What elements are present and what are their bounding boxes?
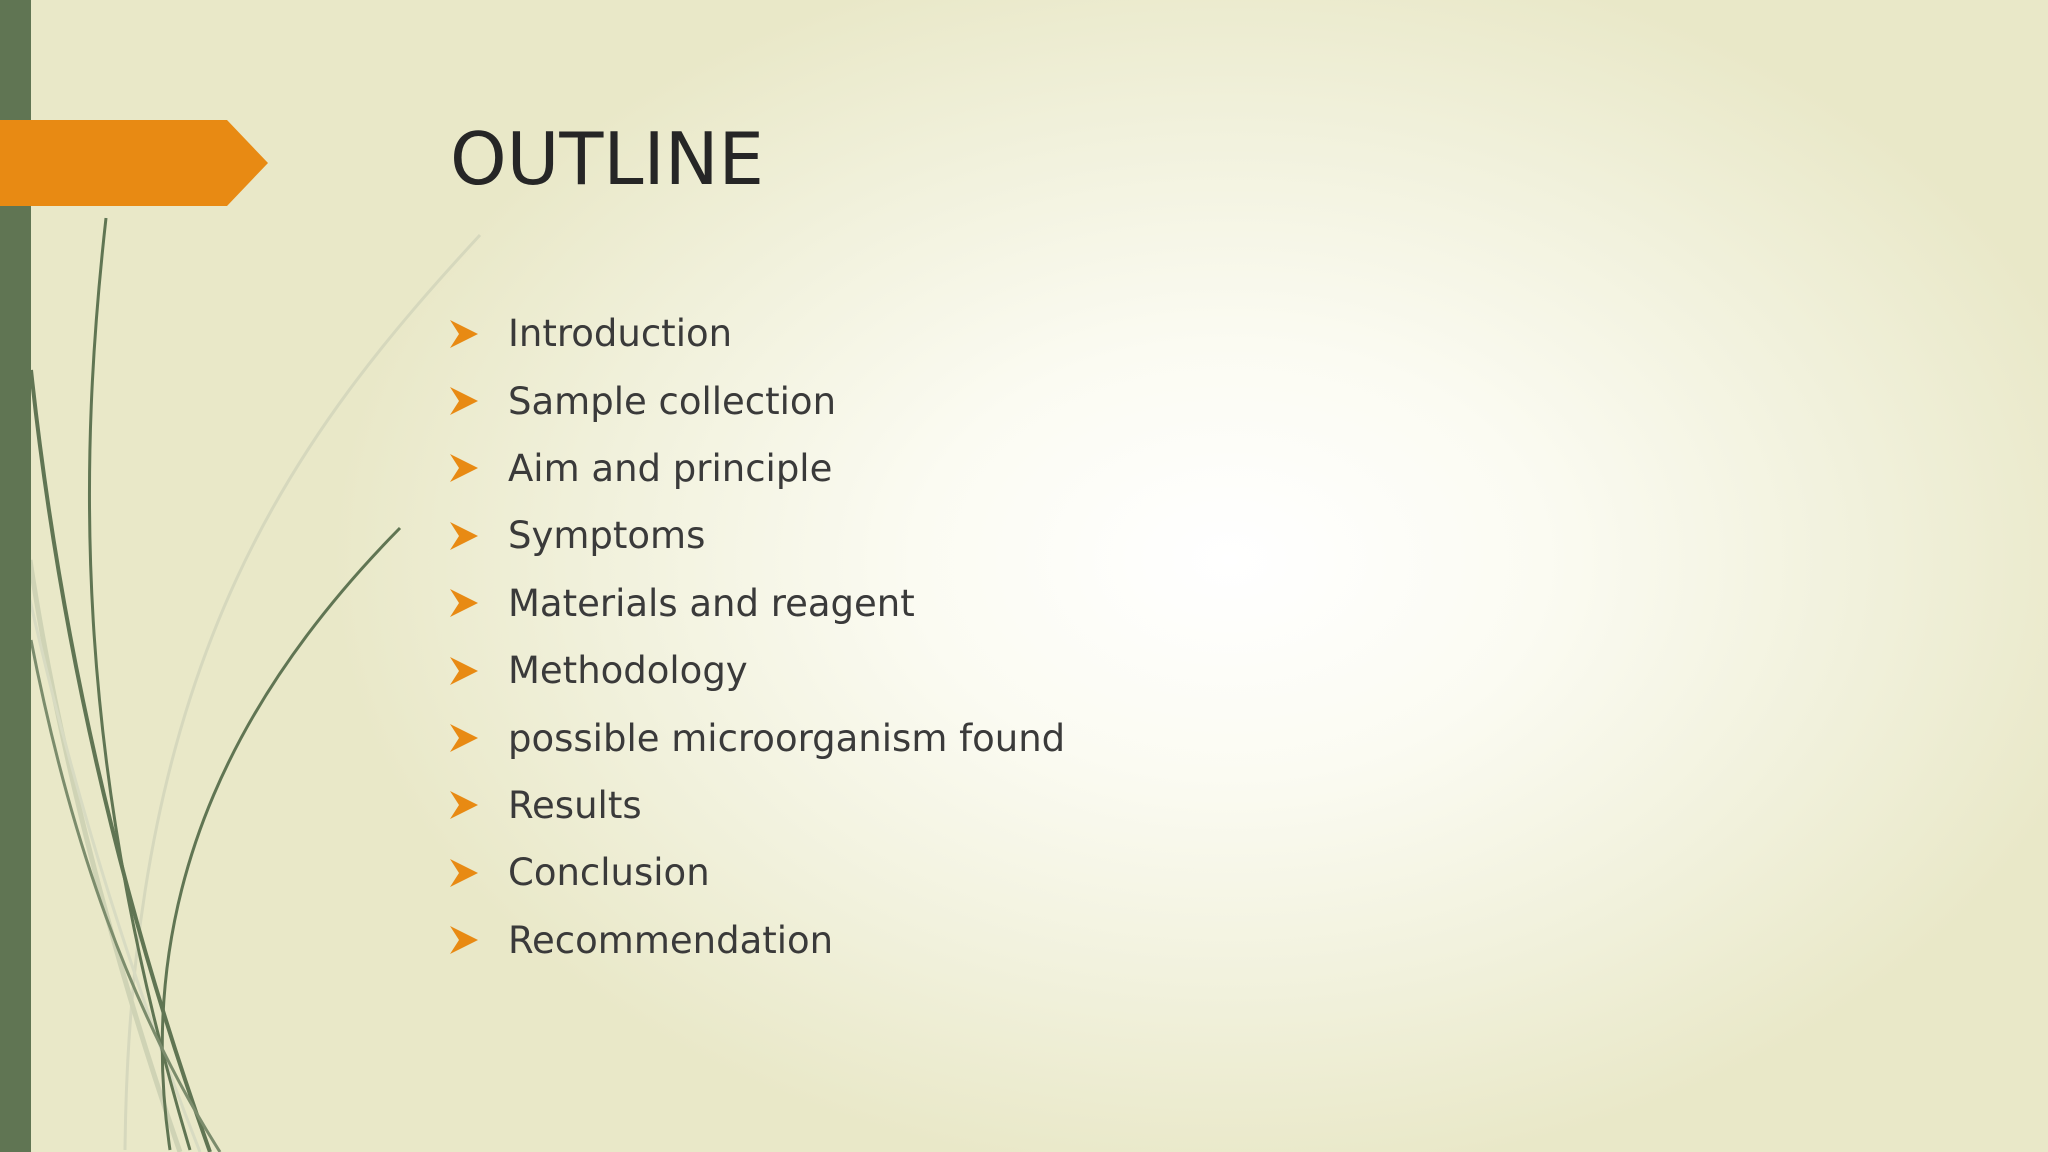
arrowhead-bullet-icon (450, 453, 508, 483)
outline-item-possible-microorganism-found (450, 704, 1065, 771)
arrowhead-bullet-icon (450, 319, 508, 349)
outline-item-label: Results (508, 783, 642, 827)
arrowhead-bullet-icon (450, 588, 508, 618)
orange-arrow-banner (0, 120, 270, 206)
arrowhead-bullet-icon (450, 790, 508, 820)
outline-item-label: Symptoms (508, 514, 706, 558)
outline-item-aim-and-principle (450, 435, 1065, 502)
slide-title: OUTLINE (450, 117, 765, 201)
outline-item-label: Materials and reagent (508, 581, 915, 625)
outline-item-symptoms (450, 502, 1065, 569)
arrowhead-bullet-icon (450, 925, 508, 955)
outline-item-introduction (450, 300, 1065, 367)
outline-item-recommendation (450, 907, 1065, 974)
outline-item-label: Methodology (508, 649, 748, 693)
outline-item-materials-and-reagent (450, 570, 1065, 637)
outline-item-conclusion (450, 839, 1065, 906)
outline-list (450, 300, 1065, 974)
outline-item-label: Introduction (508, 312, 733, 356)
outline-item-label: possible microorganism found (508, 716, 1066, 760)
outline-item-methodology (450, 637, 1065, 704)
outline-item-label: Conclusion (508, 851, 710, 895)
outline-item-results (450, 772, 1065, 839)
outline-item-sample-collection (450, 367, 1065, 434)
outline-item-label: Recommendation (508, 918, 834, 962)
arrowhead-bullet-icon (450, 723, 508, 753)
arrowhead-bullet-icon (450, 656, 508, 686)
arrowhead-bullet-icon (450, 521, 508, 551)
outline-item-label: Sample collection (508, 379, 837, 423)
arrowhead-bullet-icon (450, 858, 508, 888)
arrowhead-bullet-icon (450, 386, 508, 416)
outline-item-label: Aim and principle (508, 446, 833, 490)
